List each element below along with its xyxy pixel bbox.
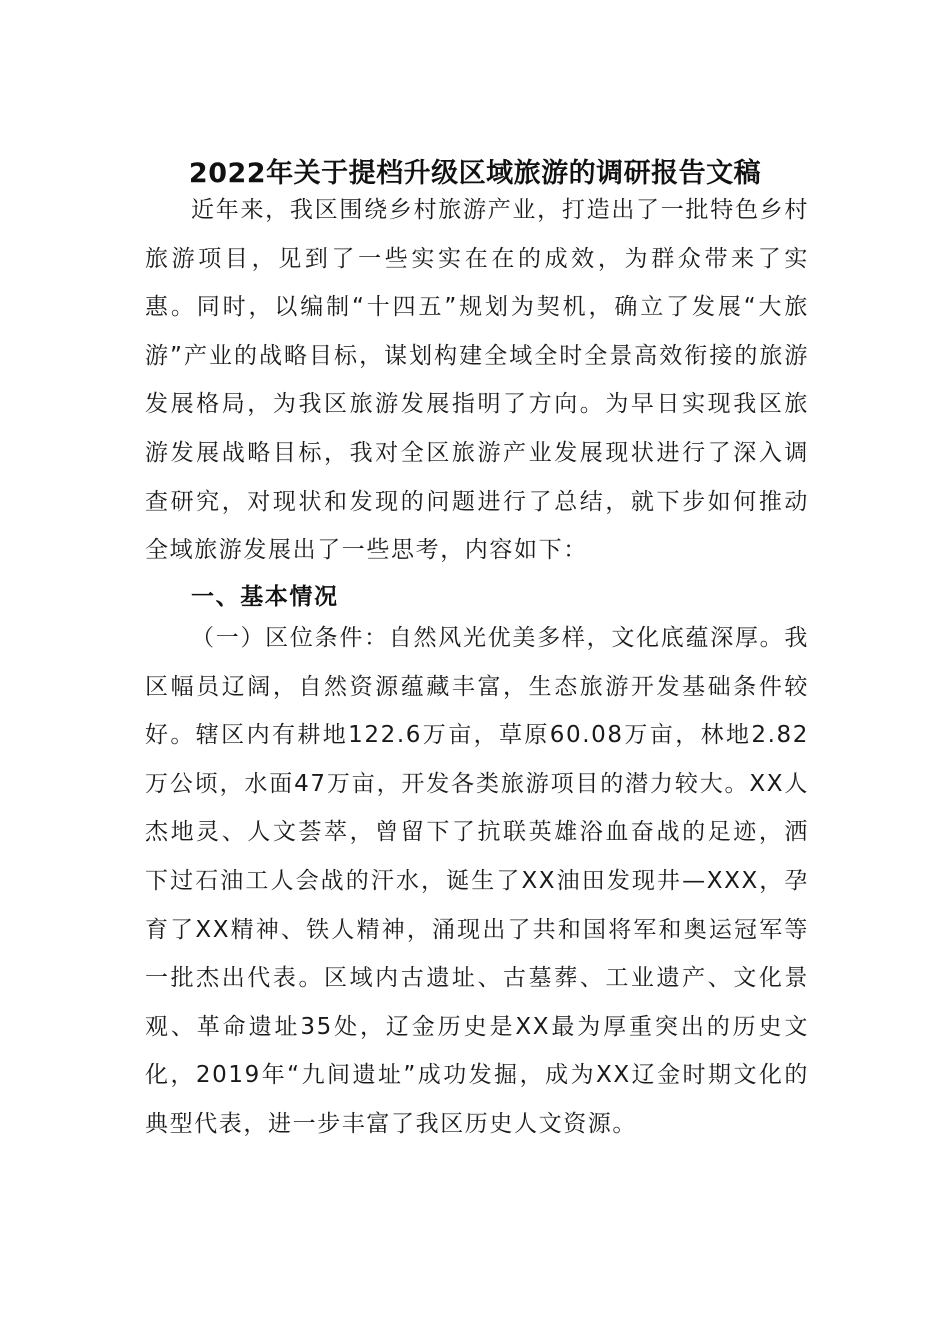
location-paragraph: （一）区位条件：自然风光优美多样，文化底蕴深厚。我区幅员辽阔，自然资源蕴藏丰富，生态旅游开发基础条件较好。辖区内有耕地122.6万亩，草原60.08万亩，林地2.82万公顷，水面47万亩，开发各类旅游项目的潜力较大。XX人杰地灵、人文荟萃，曾留下了抗联英雄浴血奋战的足迹，洒下过石油工人会战的汗水，诞生了XX油田发现井—XXX，孕育了XX精神、铁人精神，涌现出了共和国将军和奥运冠军等一批杰出代表。区域内古遗址、古墓葬、工业遗产、文化景观、革命遗址35处，辽金历史是XX最为厚重突出的历史文化，2019年“九间遗址”成功发掘，成为XX辽金时期文化的典型代表，进一步丰富了我区历史人文资源。 — [145, 625, 809, 1137]
section-heading: 一、基本情况 — [191, 584, 339, 610]
document-title: 2022年关于提档升级区域旅游的调研报告文稿 — [188, 158, 762, 189]
intro-paragraph: 近年来，我区围绕乡村旅游产业，打造出了一批特色乡村旅游项目，见到了一些实实在在的成效，为群众带来了实惠。同时，以编制“十四五”规划为契机，确立了发展“大旅游”产业的战略目标，谋划构建全域全时全景高效衔接的旅游发展格局，为我区旅游发展指明了方向。为早日实现我区旅游发展战略目标，我对全区旅游产业发展现状进行了深入调查研究，对现状和发现的问题进行了总结，就下步如何推动全域旅游发展出了一些思考，内容如下： — [145, 197, 809, 564]
